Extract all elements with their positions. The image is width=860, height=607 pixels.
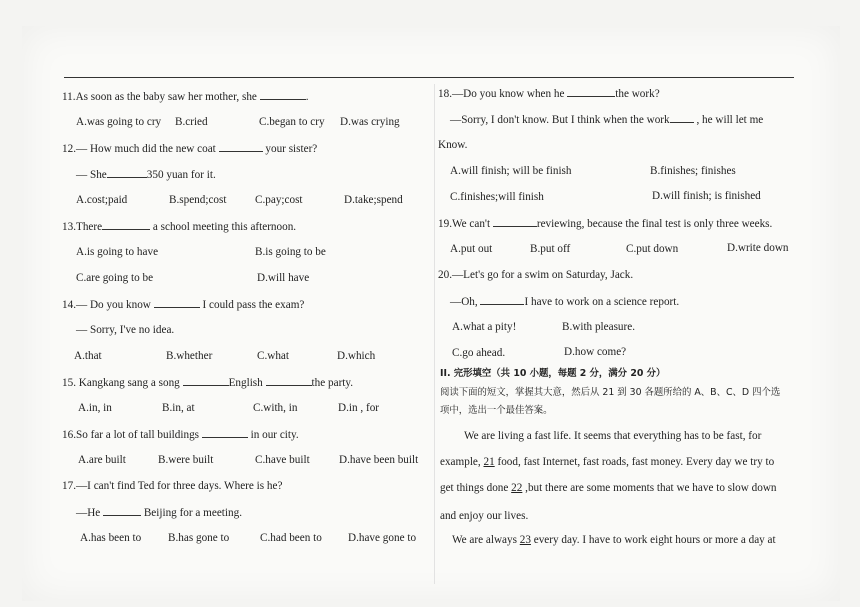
cloze-number-22: 22	[511, 482, 523, 494]
q12-stem: 12.— How much did the new coat your sister?	[62, 143, 318, 155]
answer-blank	[493, 218, 537, 227]
q16-stem: 16.So far a lot of tall buildings in our city.	[62, 429, 299, 441]
q14-stem: 14.— Do you know I could pass the exam?	[62, 299, 305, 311]
q14-reply: — Sorry, I've no idea.	[76, 324, 175, 336]
q17-option-a: A.has been to	[80, 532, 142, 544]
q18-option-d: D.will finish; is finished	[652, 190, 761, 202]
passage-line-3: get things done 22 ,but there are some moments that we have to slow down	[440, 482, 777, 494]
answer-blank	[107, 169, 147, 178]
section-instructions-line2: 项中，选出一个最佳答案。	[440, 405, 553, 416]
header-rule	[64, 77, 794, 78]
q19-option-c: C.put down	[626, 243, 679, 255]
answer-blank	[260, 91, 306, 100]
answer-blank	[266, 377, 312, 386]
q18-reply-cont: Know.	[438, 139, 468, 151]
q18-reply: —Sorry, I don't know. But I think when the work , he will let me	[450, 114, 764, 126]
passage-line-1: We are living a fast life. It seems that everything has to be fast, for	[464, 430, 762, 442]
q20-reply: —Oh, I have to work on a science report.	[450, 296, 680, 308]
q17-option-d: D.have gone to	[348, 532, 417, 544]
q19-option-a: A.put out	[450, 243, 493, 255]
q13-option-b: B.is going to be	[255, 246, 326, 258]
answer-blank	[567, 88, 615, 97]
passage-line-2: example, 21 food, fast Internet, fast roads, fast money. Every day we try to	[440, 456, 775, 468]
q11-option-c: C.began to cry	[259, 116, 325, 128]
q17-reply: —He Beijing for a meeting.	[76, 507, 243, 519]
section-heading: II. 完形填空（共 10 小题，每题 2 分，满分 20 分）	[440, 368, 666, 379]
q13-option-a: A.is going to have	[76, 246, 159, 258]
answer-blank	[202, 429, 248, 438]
q20-stem: 20.—Let's go for a swim on Saturday, Jack.	[438, 269, 634, 281]
q16-option-c: C.have built	[255, 454, 310, 466]
q14-option-b: B.whether	[166, 350, 213, 362]
q13-option-d: D.will have	[257, 272, 310, 284]
q18-option-b: B.finishes; finishes	[650, 165, 736, 177]
q16-option-d: D.have been built	[339, 454, 419, 466]
q15-option-c: C.with, in	[253, 402, 298, 414]
q12-option-c: C.pay;cost	[255, 194, 303, 206]
q13-option-c: C.are going to be	[76, 272, 154, 284]
q19-stem: 19.We can't reviewing, because the final test is only three weeks.	[438, 218, 773, 230]
column-divider	[434, 84, 435, 584]
passage-line-5: We are always 23 every day. I have to work eight hours or more a day at	[452, 534, 776, 546]
answer-blank	[102, 221, 150, 230]
q18-option-c: C.finishes;will finish	[450, 191, 544, 203]
q17-option-b: B.has gone to	[168, 532, 230, 544]
answer-blank	[154, 299, 200, 308]
q12-option-d: D.take;spend	[344, 194, 403, 206]
q18-stem: 18.—Do you know when he the work?	[438, 88, 660, 100]
q16-option-b: B.were built	[158, 454, 214, 466]
q18-option-a: A.will finish; will be finish	[450, 165, 572, 177]
cloze-number-21: 21	[483, 456, 495, 468]
q15-stem: 15. Kangkang sang a song English the party.	[62, 377, 354, 389]
answer-blank	[480, 296, 524, 305]
q15-option-d: D.in , for	[338, 402, 380, 414]
q11-option-a: A.was going to cry	[76, 116, 162, 128]
answer-blank	[670, 114, 694, 123]
q13-stem: 13.There a school meeting this afternoon.	[62, 221, 297, 233]
answer-blank	[103, 507, 141, 516]
cloze-number-23: 23	[519, 534, 531, 546]
q11-option-b: B.cried	[175, 116, 208, 128]
q14-option-c: C.what	[257, 350, 290, 362]
answer-blank	[219, 143, 263, 152]
q17-stem: 17.—I can't find Ted for three days. Where is he?	[62, 480, 283, 492]
q12-option-b: B.spend;cost	[169, 194, 227, 206]
section-instructions-line1: 阅读下面的短文，掌握其大意，然后从 21 到 30 各题所给的 A、B、C、D 四个选	[440, 387, 781, 398]
q15-option-a: A.in, in	[78, 402, 112, 414]
q16-option-a: A.are built	[78, 454, 126, 466]
q20-option-b: B.with pleasure.	[562, 321, 636, 333]
q20-option-a: A.what a pity!	[452, 321, 517, 333]
q19-option-b: B.put off	[530, 243, 571, 255]
q19-option-d: D.write down	[727, 242, 789, 254]
q11-stem: 11.As soon as the baby saw her mother, she .	[62, 91, 309, 103]
q14-option-a: A.that	[74, 350, 102, 362]
q17-option-c: C.had been to	[260, 532, 322, 544]
q14-option-d: D.which	[337, 350, 376, 362]
answer-blank	[183, 377, 229, 386]
q12-option-a: A.cost;paid	[76, 194, 128, 206]
q20-option-c: C.go ahead.	[452, 347, 506, 359]
q11-option-d: D.was crying	[340, 116, 400, 128]
q20-option-d: D.how come?	[564, 346, 627, 358]
q12-reply: — She 350 yuan for it.	[76, 169, 216, 181]
passage-line-4: and enjoy our lives.	[440, 510, 529, 522]
q15-option-b: B.in, at	[162, 402, 195, 414]
